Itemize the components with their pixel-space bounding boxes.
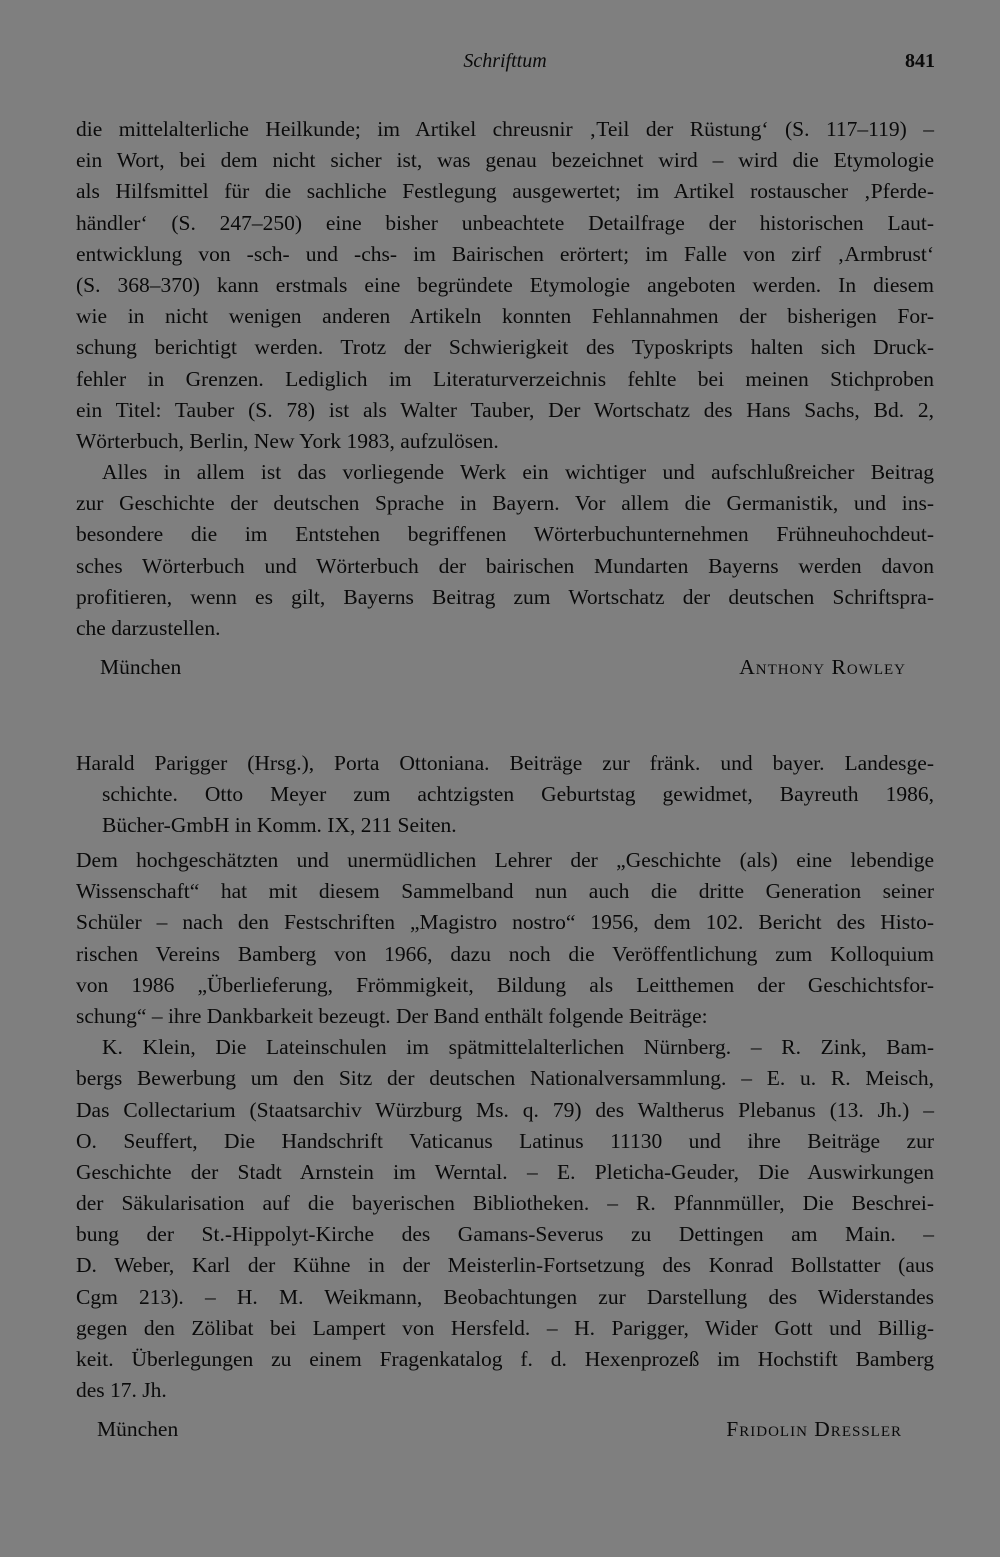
text-line: ein Titel: Tauber (S. 78) ist als Walter Tauber, Der Wortschatz des Hans Sachs, Bd. 2, xyxy=(76,397,934,422)
text-line: gegen den Zölibat bei Lampert von Hersfeld. – H. Parigger, Wider Gott und Billig- xyxy=(76,1315,934,1340)
review-1-text xyxy=(76,114,934,644)
text-line: schung“ – ihre Dankbarkeit bezeugt. Der Band enthält folgende Beiträge: xyxy=(76,1003,708,1028)
text-line: Das Collectarium (Staatsarchiv Würzburg Ms. q. 79) des Waltherus Plebanus (13. Jh.) – xyxy=(76,1097,934,1122)
text-line: sches Wörterbuch und Wörterbuch der bairischen Mundarten Bayerns werden davon xyxy=(76,553,934,578)
text-line: die mittelalterliche Heilkunde; im Artikel chreusnir ‚Teil der Rüstung‘ (S. 117–119) – xyxy=(76,117,934,141)
text-line: (S. 368–370) kann erstmals eine begründete Etymologie angeboten werden. In diesem xyxy=(76,272,934,297)
citation-line: Harald Parigger (Hrsg.), Porta Ottoniana. Beiträge zur fränk. und bayer. Landesge- xyxy=(76,751,934,775)
text-line: bung der St.-Hippolyt-Kirche des Gamans-Severus zu Dettingen am Main. – xyxy=(76,1222,934,1247)
text-line: besondere die im Entstehen begriffenen Wörterbuchunternehmen Frühneuhochdeut- xyxy=(76,522,934,547)
page-header xyxy=(75,50,935,80)
text-line: als Hilfsmittel für die sachliche Festlegung ausgewertet; im Artikel rostauscher ‚Pferde- xyxy=(76,179,934,204)
text-line: des 17. Jh. xyxy=(76,1378,167,1403)
text-line: zur Geschichte der deutschen Sprache in Bayern. Vor allem die Germanistik, und ins- xyxy=(76,491,934,516)
citation-line: schichte. Otto Meyer zum achtzigsten Geburtstag gewidmet, Bayreuth 1986, xyxy=(102,782,934,807)
running-title: Schrifttum xyxy=(463,50,547,72)
text-line: Alles in allem ist das vorliegende Werk ein wichtiger und aufschlußreicher Beitrag xyxy=(102,460,934,485)
text-line: Cgm 213). – H. M. Weikmann, Beobachtungen zur Darstellung des Widerstandes xyxy=(76,1284,934,1309)
text-line: bergs Bewerbung um den Sitz der deutschen Nationalversammlung. – E. u. R. Meisch, xyxy=(76,1066,934,1091)
signoff-author: Anthony Rowley xyxy=(739,655,906,679)
text-line: Wissenschaft“ hat mit diesem Sammelband nun auch die dritte Generation seiner xyxy=(76,879,934,904)
text-line: von 1986 „Überlieferung, Frömmigkeit, Bildung als Leitthemen der Geschichtsfor- xyxy=(76,972,934,997)
review-2-signoff xyxy=(97,1417,902,1449)
review-1-signoff xyxy=(100,655,906,687)
review-2-citation xyxy=(76,748,934,842)
text-line: der Säkularisation auf die bayerischen Bibliotheken. – R. Pfannmüller, Die Beschrei- xyxy=(76,1191,934,1216)
text-line: fehler in Grenzen. Lediglich im Literaturverzeichnis fehlte bei meinen Stichproben xyxy=(76,366,934,391)
review-2-text xyxy=(76,845,934,1406)
text-line: Wörterbuch, Berlin, New York 1983, aufzulösen. xyxy=(76,428,499,453)
text-line: Schüler – nach den Festschriften „Magistro nostro“ 1956, dem 102. Bericht des Histo- xyxy=(76,910,934,935)
text-line: keit. Überlegungen zu einem Fragenkatalog f. d. Hexenprozeß im Hochstift Bamberg xyxy=(76,1347,934,1371)
citation-line: Bücher-GmbH in Komm. IX, 211 Seiten. xyxy=(102,813,457,838)
text-line: D. Weber, Karl der Kühne in der Meisterlin-Fortsetzung des Konrad Bollstatter (aus xyxy=(76,1253,934,1278)
text-line: schung berichtigt werden. Trotz der Schwierigkeit des Typoskripts halten sich Druck- xyxy=(76,335,934,360)
signoff-author: Fridolin Dressler xyxy=(726,1417,902,1441)
text-line: O. Seuffert, Die Handschrift Vaticanus Latinus 11130 und ihre Beiträge zur xyxy=(76,1128,934,1153)
text-line: K. Klein, Die Lateinschulen im spätmittelalterlichen Nürnberg. – R. Zink, Bam- xyxy=(102,1035,934,1060)
text-line: profitieren, wenn es gilt, Bayerns Beitrag zum Wortschatz der deutschen Schriftspra- xyxy=(76,584,934,609)
signoff-place: München xyxy=(100,655,182,679)
text-line: ein Wort, bei dem nicht sicher ist, was genau bezeichnet wird – wird die Etymologie xyxy=(76,148,934,173)
page-number: 841 xyxy=(905,50,935,72)
text-line: Geschichte der Stadt Arnstein im Werntal. – E. Pleticha-Geuder, Die Auswirkungen xyxy=(76,1159,934,1184)
text-line: rischen Vereins Bamberg von 1966, dazu noch die Veröffentlichung zum Kolloquium xyxy=(76,941,934,966)
text-line: entwicklung von -sch- und -chs- im Bairischen erörtert; im Falle von zirf ‚Armbrust‘ xyxy=(76,241,934,266)
text-line: che darzustellen. xyxy=(76,616,221,640)
signoff-place: München xyxy=(97,1417,179,1441)
text-line: händler‘ (S. 247–250) eine bisher unbeachtete Detailfrage der historischen Laut- xyxy=(76,210,934,235)
text-line: wie in nicht wenigen anderen Artikeln konnten Fehlannahmen der bisherigen For- xyxy=(76,304,934,329)
text-line: Dem hochgeschätzten und unermüdlichen Lehrer der „Geschichte (als) eine lebendige xyxy=(76,848,934,872)
